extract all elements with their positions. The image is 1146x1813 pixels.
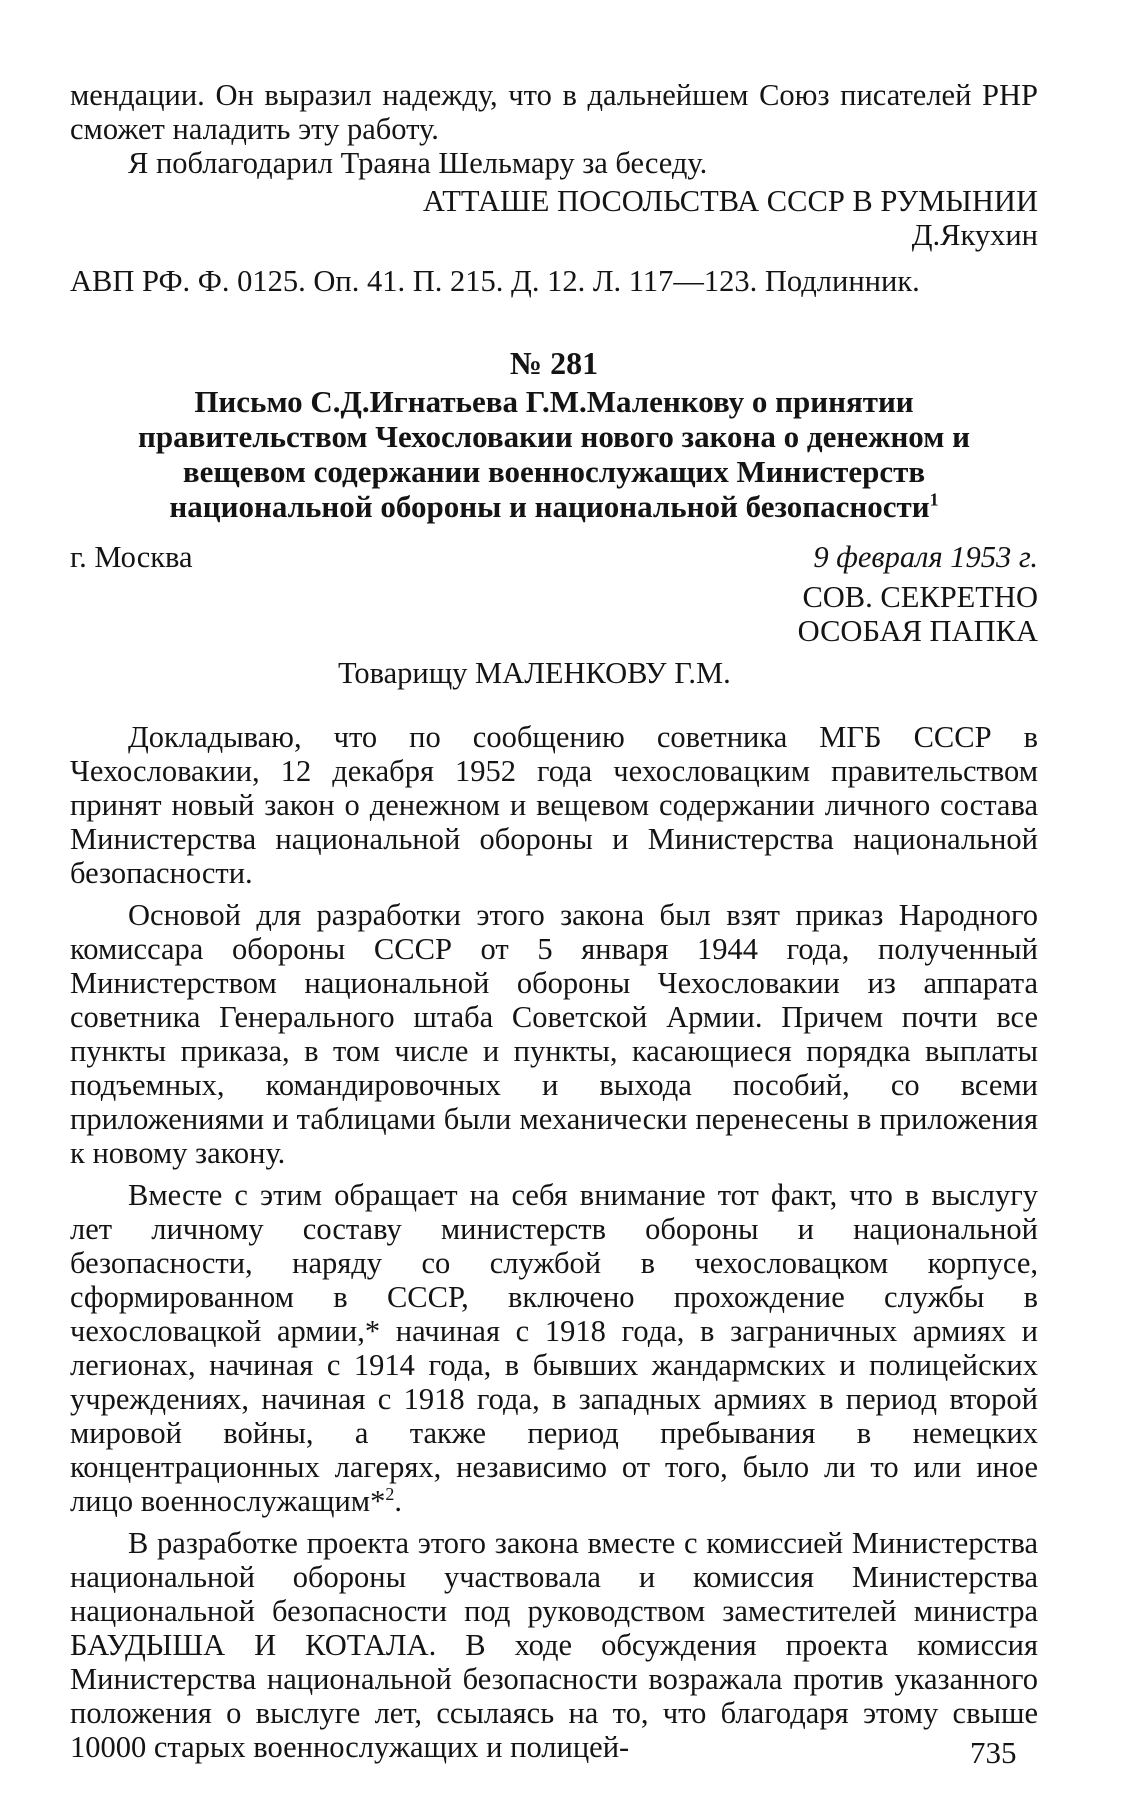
body-paragraph-4: В разработке проекта этого закона вместе с комиссией Министерства национальной обороны участвовала и комиссия Министерства национальной безопасности под руководством заместителей министра БАУДЫША И КОТАЛА. В ходе обсуждения проекта комиссия Министерства национальной безопасности возражала против указанного положения о выслуге лет, ссылаясь на то, что благодаря этому свыше 10000 старых военнослужащих и полицей-	[70, 1526, 1038, 1764]
body-paragraph-2: Основой для разработки этого закона был взят приказ Народного комиссара обороны СССР от 5 января 1944 года, полученный Министерством национальной обороны Чехословакии из аппарата советника Генерального штаба Советской Армии. Причем почти все пункты приказа, в том числе и пункты, касающиеся порядка выплаты подъемных, командировочных и выхода пособий, со всеми приложениями и таблицами были механически перенесены в приложения к новому закону.	[70, 898, 1038, 1170]
stamp-special-folder: ОСОБАЯ ПАПКА	[797, 614, 1038, 648]
signature-name: Д.Якухин	[911, 218, 1038, 252]
place-date-row	[70, 540, 1038, 574]
body-paragraph-3	[70, 1178, 1038, 1518]
document-page	[70, 78, 1038, 1764]
body-paragraph-1: Докладываю, что по сообщению советника МГБ СССР в Чехословакии, 12 декабря 1952 года чехословацким правительством принят новый закон о денежном и вещевом содержании личного состава Министерства национальной обороны и Министерства национальной безопасности.	[70, 720, 1038, 890]
document-title	[70, 384, 1038, 524]
document-date: 9 февраля 1953 г.	[813, 540, 1038, 574]
intro-paragraph: мендации. Он выразил надежду, что в дальнейшем Союз писателей РНР сможет наладить эту работу.	[70, 78, 1038, 146]
signature-title: АТТАШЕ ПОСОЛЬСТВА СССР В РУМЫНИИ	[422, 184, 1038, 218]
addressee: Товарищу МАЛЕНКОВУ Г.М.	[338, 656, 731, 690]
secrecy-stamps	[70, 580, 1038, 648]
intro-thanks: Я поблагодарил Траяна Шельмару за беседу.	[128, 146, 708, 180]
body-paragraph-3-end: .	[394, 1484, 402, 1518]
body-paragraph-3-text: Вместе с этим обращает на себя внимание тот факт, что в выслугу лет личному составу министерств обороны и национальной безопасности, наряду со службой в чехословацком корпусе, сформированном в СССР, включено прохождение службы в чехословацкой армии,* начиная с 1918 года, в заграничных армиях и легионах, начиная с 1914 года, в бывших жандармских и полицейских учреждениях, начиная с 1918 года, в западных армиях в период второй мировой войны, а также период пребывания в немецких концентрационных лагерях, независимо от того, было ли то или иное лицо военнослужащим*	[70, 1178, 1038, 1518]
page-number: 735	[970, 1735, 1017, 1770]
document-place: г. Москва	[70, 540, 193, 574]
document-title-text: Письмо С.Д.Игнатьева Г.М.Маленкову о принятии правительством Чехословакии нового закона о денежном и вещевом содержании военнослужащих Министерств национальной обороны и национальной безопасности	[138, 384, 970, 524]
document-number: № 281	[509, 345, 599, 381]
archive-reference: АВП РФ. Ф. 0125. Оп. 41. П. 215. Д. 12. Л. 117—123. Подлинник.	[70, 264, 920, 298]
footnote-mark-2: 2	[385, 1483, 395, 1504]
stamp-top-secret: СОВ. СЕКРЕТНО	[802, 580, 1038, 614]
title-footnote-mark: 1	[929, 489, 939, 510]
